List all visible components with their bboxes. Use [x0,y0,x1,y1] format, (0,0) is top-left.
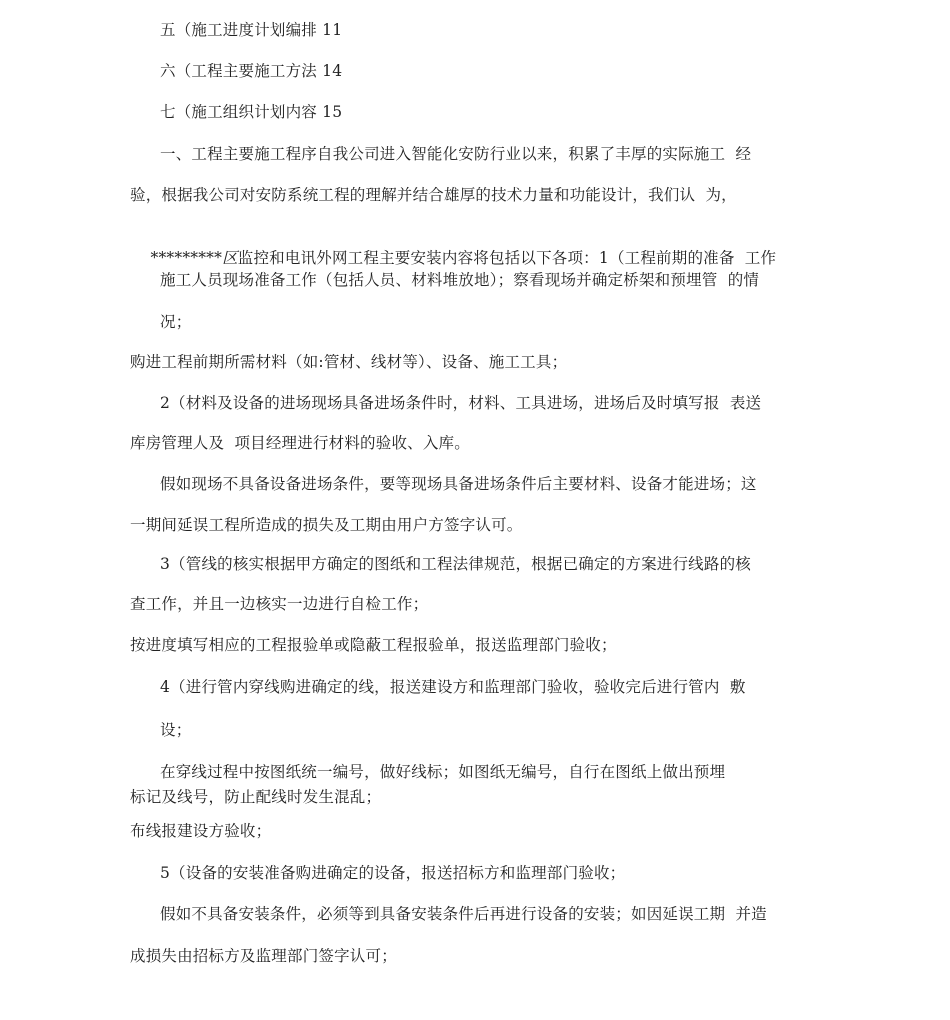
body-line: 购进工程前期所需材料（如:管材、线材等）、设备、施工工具； [130,353,568,371]
body-line: 一期间延误工程所造成的损失及工期由用户方签字认可。 [130,516,523,534]
redacted-project-name: *********区 [150,249,238,267]
toc-item-7: 七（施工组织计划内容 15 [160,103,343,121]
body-line: 标记及线号，防止配线时发生混乱； [130,788,382,806]
body-line: 验，根据我公司对安防系统工程的理解并结合雄厚的技术力量和功能设计，我们认 为， [130,186,737,204]
body-line: 假如现场不具备设备进场条件，要等现场具备进场条件后主要材料、设备才能进场；这 [160,475,757,493]
body-line: 布线报建设方验收； [130,822,272,840]
body-line: 在穿线过程中按图纸统一编号，做好线标；如图纸无编号，自行在图纸上做出预埋 [160,763,726,781]
toc-item-5: 五（施工进度计划编排 11 [160,21,343,39]
body-line: 况； [160,313,192,331]
body-line: 按进度填写相应的工程报验单或隐蔽工程报验单，报送监理部门验收； [130,636,617,654]
body-line: 5（设备的安装准备购进确定的设备，报送招标方和监理部门验收； [160,864,626,882]
body-line: 3（管线的核实根据甲方确定的图纸和工程法律规范，根据已确定的方案进行线路的核 [160,555,751,573]
body-line: 4（进行管内穿线购进确定的线，报送建设方和监理部门验收，验收完后进行管内 敷 [160,678,746,696]
body-line: 成损失由招标方及监理部门签字认可； [130,947,397,965]
body-line: 查工作，并且一边核实一边进行自检工作； [130,595,429,613]
body-line: 设； [160,721,192,739]
body-text: 监控和电讯外网工程主要安装内容将包括以下各项：1（工程前期的准备 工作 [237,249,777,267]
toc-item-6: 六（工程主要施工方法 14 [160,62,343,80]
body-line: 施工人员现场准备工作（包括人员、材料堆放地）；察看现场并确定桥架和预埋管 的情 [160,271,760,289]
body-line: 2（材料及设备的进场现场具备进场条件时，材料、工具进场，进场后及时填写报 表送 [160,394,762,412]
body-line: 库房管理人及 项目经理进行材料的验收、入库。 [130,434,470,452]
body-line: 假如不具备安装条件，必须等到具备安装条件后再进行设备的安装；如因延误工期 并造 [160,905,767,923]
section-heading-line: 一、工程主要施工程序自我公司进入智能化安防行业以来，积累了丰厚的实际施工 经 [160,145,752,163]
